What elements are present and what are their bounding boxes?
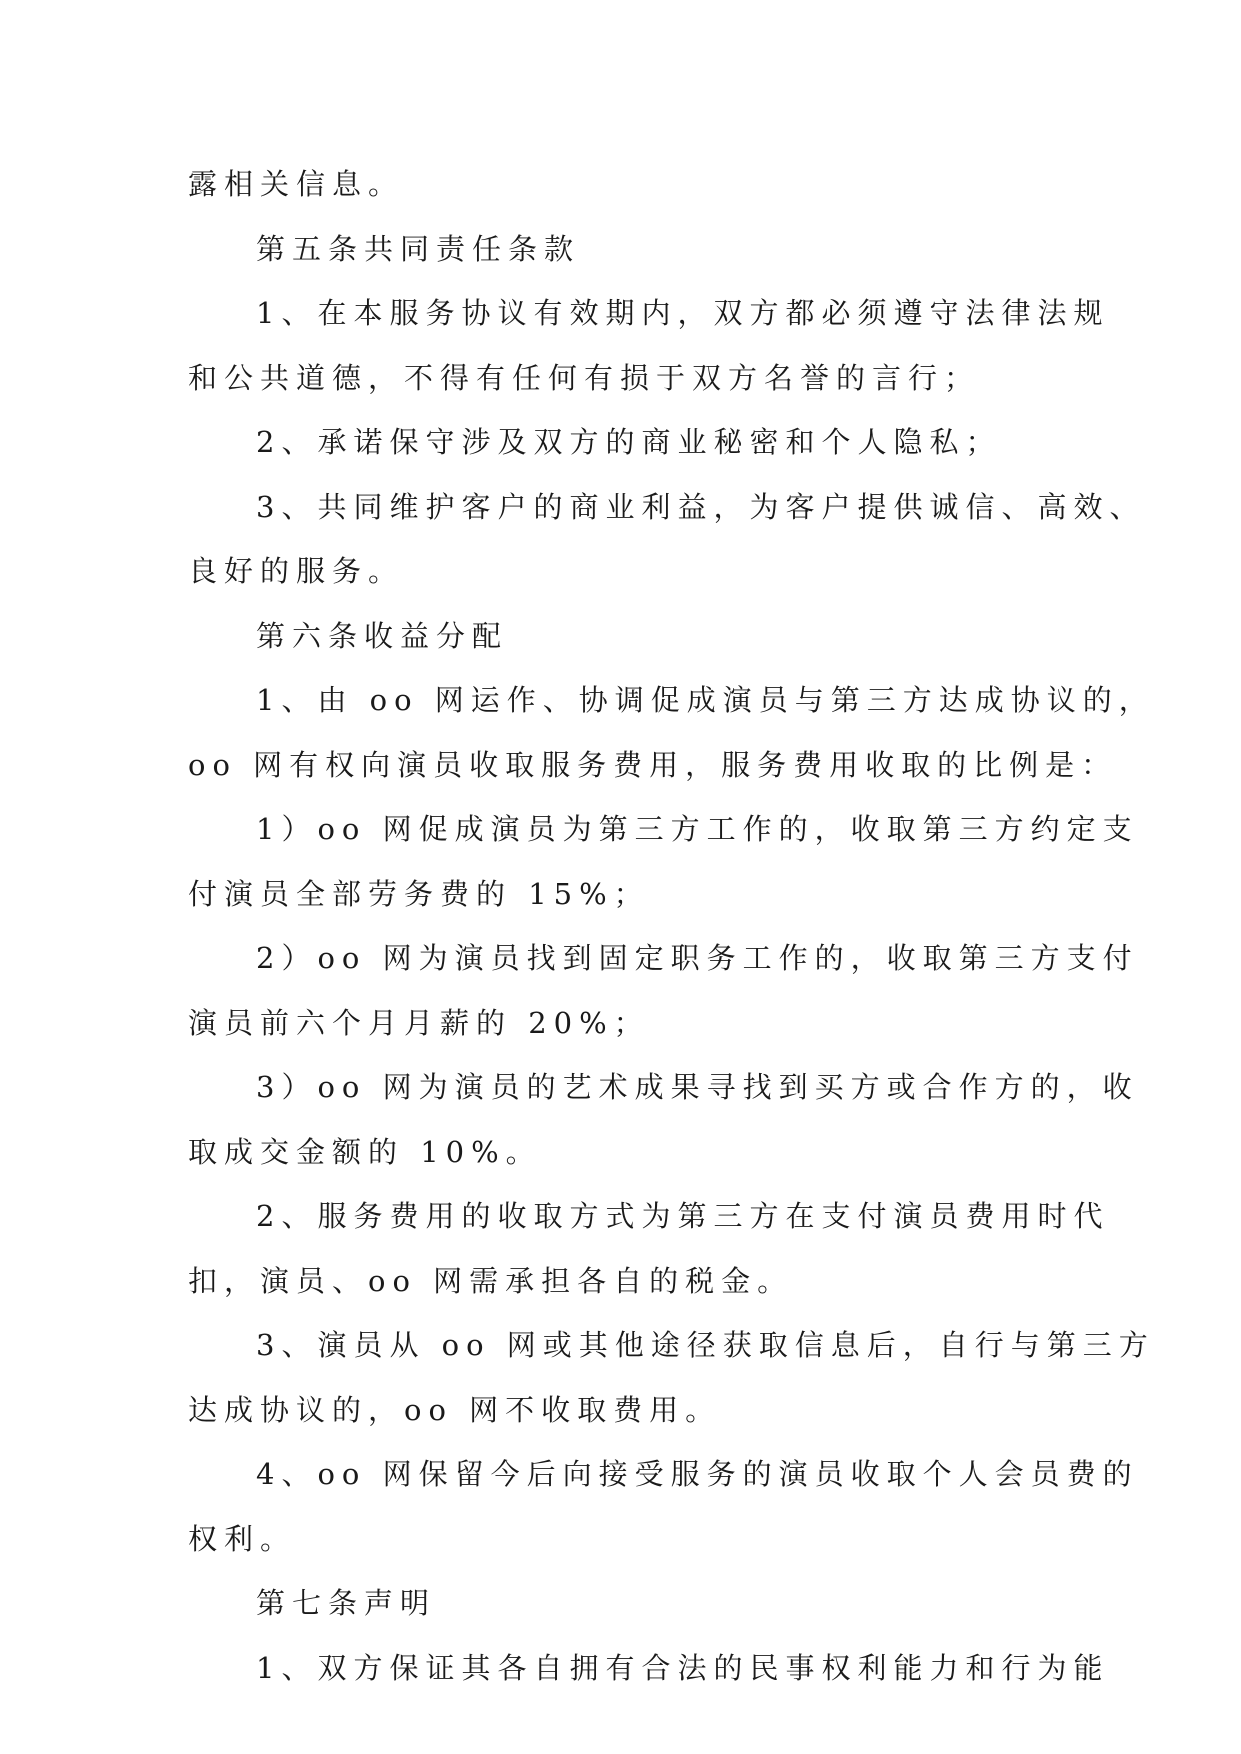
text-line: 达成协议的，oo 网不收取费用。	[188, 1392, 722, 1427]
text-line: 扣，演员、oo 网需承担各自的税金。	[188, 1263, 794, 1298]
text-line: 付演员全部劳务费的 15%；	[188, 876, 650, 911]
document-body	[188, 152, 1155, 1700]
text-line: 露相关信息。	[188, 167, 405, 201]
text-line: 第五条共同责任条款	[256, 231, 581, 266]
text-line: 3）oo 网为演员的艺术成果寻找到买方或合作方的，收	[256, 1070, 1139, 1104]
text-line: 1、在本服务协议有效期内，双方都必须遵守法律法规	[256, 296, 1110, 330]
text-line: 2、服务费用的收取方式为第三方在支付演员费用时代	[256, 1199, 1110, 1233]
text-line: 3、演员从 oo 网或其他途径获取信息后，自行与第三方	[256, 1328, 1155, 1362]
text-line: 取成交金额的 10%。	[188, 1134, 542, 1169]
text-line: 和公共道德，不得有任何有损于双方名誉的言行；	[188, 360, 981, 395]
text-line: 良好的服务。	[188, 554, 405, 588]
text-line: 2）oo 网为演员找到固定职务工作的，收取第三方支付	[256, 941, 1139, 975]
text-line: oo 网有权向演员收取服务费用，服务费用收取的比例是：	[188, 747, 1118, 782]
text-line: 1）oo 网促成演员为第三方工作的，收取第三方约定支	[256, 812, 1139, 846]
text-line: 演员前六个月月薪的 20%；	[188, 1005, 650, 1040]
text-line: 2、承诺保守涉及双方的商业秘密和个人隐私；	[256, 425, 1002, 459]
text-line: 第七条声明	[256, 1586, 437, 1620]
text-line: 4、oo 网保留今后向接受服务的演员收取个人会员费的	[256, 1457, 1139, 1491]
text-line: 权利。	[188, 1521, 297, 1556]
text-line: 1、由 oo 网运作、协调促成演员与第三方达成协议的，	[256, 683, 1155, 717]
text-line: 第六条收益分配	[256, 618, 509, 653]
text-line: 1、双方保证其各自拥有合法的民事权利能力和行为能	[256, 1650, 1110, 1685]
text-line: 3、共同维护客户的商业利益，为客户提供诚信、高效、	[256, 489, 1146, 524]
